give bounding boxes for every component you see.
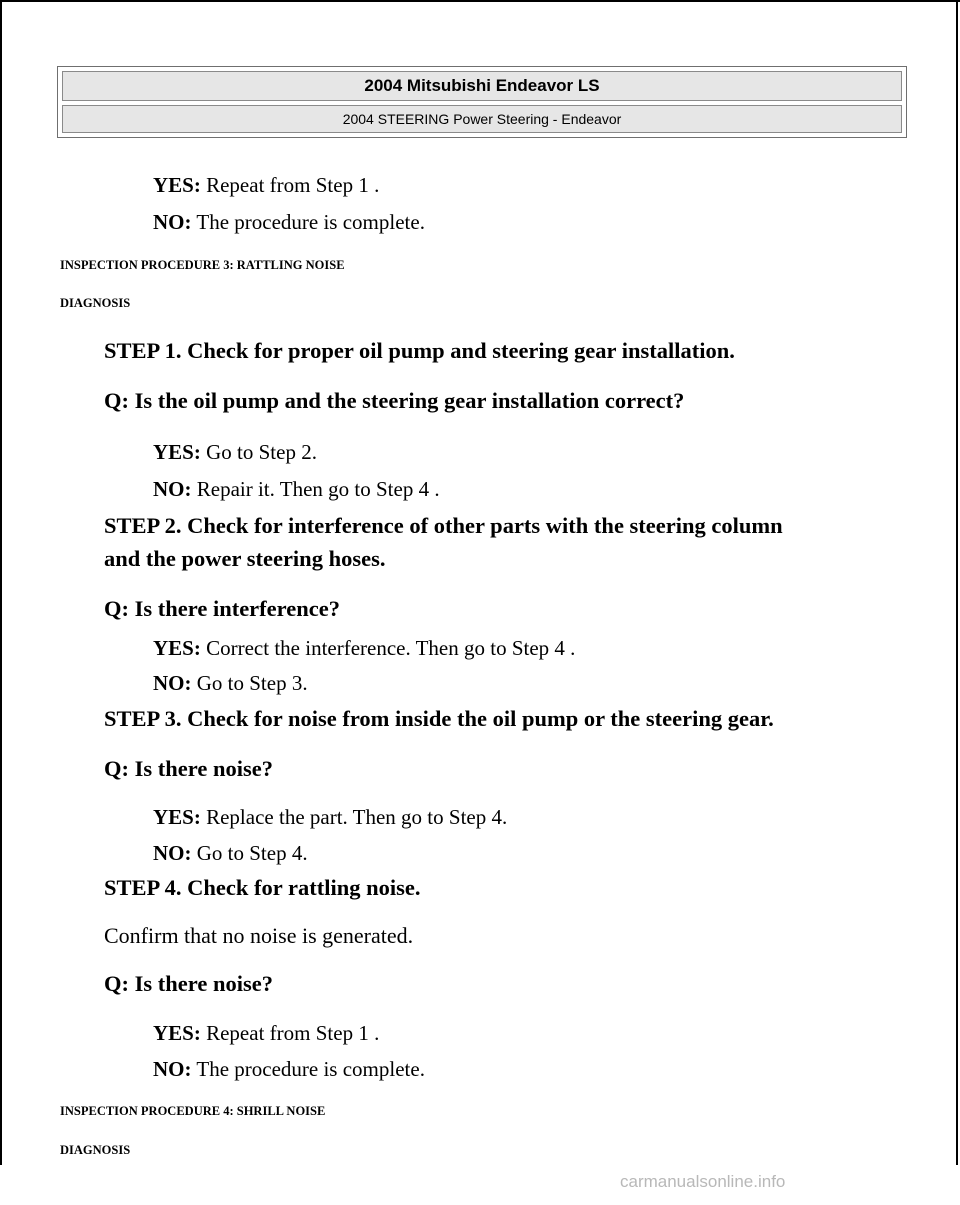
answer-text: Repair it. Then go to Step 4 . [191,477,440,501]
answer-yes [153,805,507,830]
answer-text: Go to Step 4. [191,841,308,865]
answer-text: Correct the interference. Then go to Step 4 . [200,636,576,660]
answer-text: Go to Step 2. [200,440,317,464]
step-title: STEP 3. Check for noise from inside the oil pump or the steering gear. [104,706,774,731]
answer-text: Go to Step 3. [191,671,308,695]
procedure-heading: INSPECTION PROCEDURE 4: SHRILL NOISE [60,1104,326,1118]
answer-label: YES: [153,636,201,660]
answer-text: Repeat from Step 1 . [200,1021,380,1045]
answer-label: NO: [153,1057,192,1081]
answer-label: YES: [153,1021,201,1045]
step-title: and the power steering hoses. [104,546,386,571]
answer-yes [153,440,317,465]
answer-text: Repeat from Step 1 . [200,173,380,197]
answer-text: The procedure is complete. [191,210,425,234]
procedure-heading: INSPECTION PROCEDURE 3: RATTLING NOISE [60,258,345,272]
step-instruction: Confirm that no noise is generated. [104,923,414,948]
answer-label: NO: [153,841,192,865]
answer-no [153,671,308,696]
answer-label: YES: [153,440,201,464]
step-question: Q: Is there noise? [104,756,273,781]
answer-no [153,477,440,502]
answer-text: The procedure is complete. [191,1057,425,1081]
answer-label: YES: [153,173,201,197]
answer-label: NO: [153,477,192,501]
step-title: STEP 4. Check for rattling noise. [104,875,421,900]
answer-label: YES: [153,805,201,829]
answer-text: Replace the part. Then go to Step 4. [200,805,508,829]
diagnosis-heading: DIAGNOSIS [60,296,131,310]
answer-yes [153,636,575,661]
answer-yes [153,1021,379,1046]
step-title: STEP 2. Check for interference of other parts with the steering column [104,513,783,538]
step-question: Q: Is there noise? [104,971,273,996]
step-title: STEP 1. Check for proper oil pump and steering gear installation. [104,338,735,363]
answer-no [153,210,425,235]
document-title: 2004 Mitsubishi Endeavor LS [62,71,902,101]
document-subtitle: 2004 STEERING Power Steering - Endeavor [62,105,902,133]
site-watermark: carmanualsonline.info [620,1172,786,1191]
answer-no [153,1057,425,1082]
diagnosis-heading: DIAGNOSIS [60,1143,131,1157]
answer-label: NO: [153,210,192,234]
step-question: Q: Is the oil pump and the steering gear installation correct? [104,388,685,413]
step-question: Q: Is there interference? [104,596,340,621]
answer-no [153,841,308,866]
answer-label: NO: [153,671,192,695]
answer-yes [153,173,379,198]
